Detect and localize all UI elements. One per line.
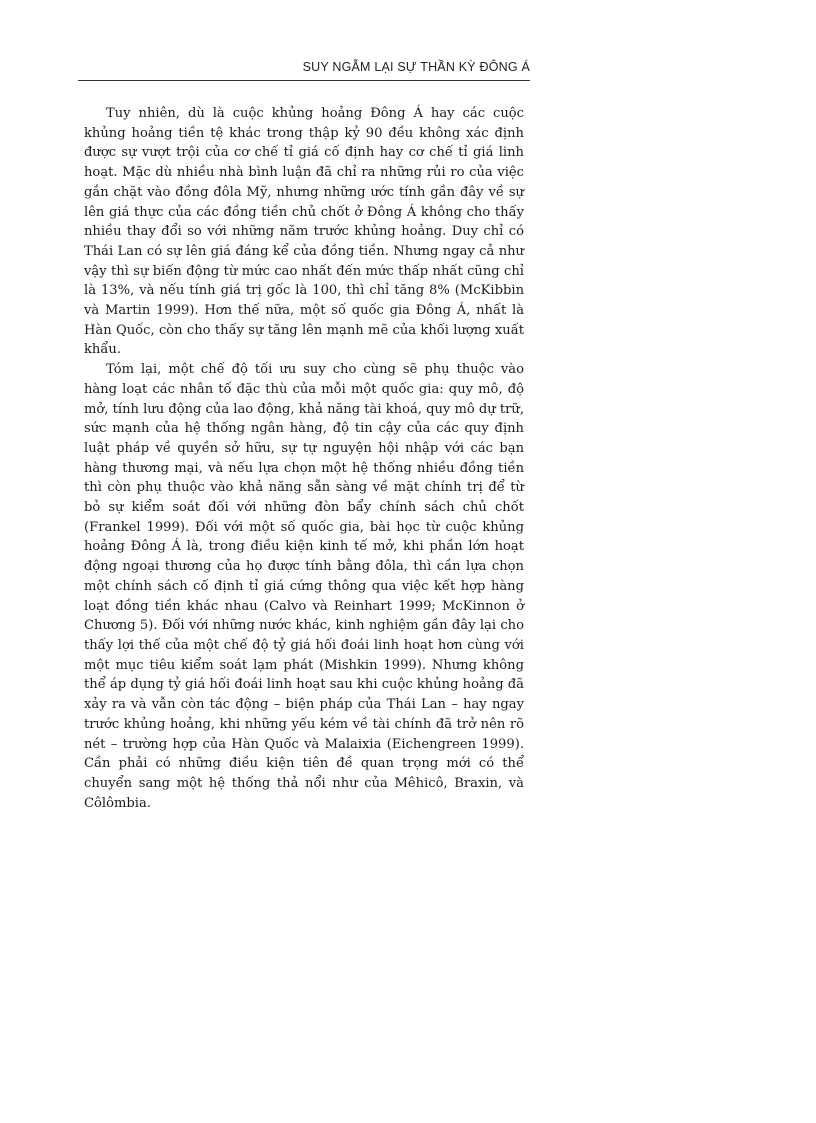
paragraph: Tuy nhiên, dù là cuộc khủng hoảng Đông Á hay các cuộc khủng hoảng tiền tệ khác trong thập kỷ 90 đều không xác định được sự vượt trội của cơ chế tỉ giá cố định hay cơ chế tỉ giá linh hoạt. Mặc dù nhiều nhà bình luận đã chỉ ra những rủi ro của việc gắn chặt vào đồng đôla Mỹ, nhưng những ước tính gần đây về sự lên giá thực của các đồng tiền chủ chốt ở Đông Á không cho thấy nhiều thay đổi so với những năm trước khủng hoảng. Duy chỉ có Thái Lan có sự lên giá đáng kể của đồng tiền. Nhưng ngay cả như vậy thì sự biến động từ mức cao nhất đến mức thấp nhất cũng chỉ là 13%, và nếu tính giá trị gốc là 100, thì chỉ tăng 8% (McKibbin và Martin 1999). Hơn thế nữa, một số quốc gia Đông Á, nhất là Hàn Quốc, còn cho thấy sự tăng lên mạnh mẽ của khối lượng xuất khẩu.: [84, 106, 524, 358]
body-text: [84, 104, 524, 813]
running-header: SUY NGẪM LẠI SỰ THẦN KỲ ĐÔNG Á: [302, 60, 530, 74]
header-rule: [78, 80, 530, 81]
paragraph: Tóm lại, một chế độ tối ưu suy cho cùng sẽ phụ thuộc vào hàng loạt các nhân tố đặc thù của mỗi một quốc gia: quy mô, độ mở, tính lưu động của lao động, khả năng tài khoá, quy mô dự trữ, sức mạnh của hệ thống ngân hàng, độ tin cậy của các quy định luật pháp về quyền sở hữu, sự tự nguyện hội nhập với các bạn hàng thương mại, và nếu lựa chọn một hệ thống nhiều đồng tiền thì còn phụ thuộc vào khả năng sẵn sàng về mặt chính trị để từ bỏ sự kiểm soát đối với những đòn bẩy chính sách chủ chốt (Frankel 1999). Đối với một số quốc gia, bài học từ cuộc khủng hoảng Đông Á là, trong điều kiện kinh tế mở, khi phần lớn hoạt động ngoại thương của họ được tính bằng đôla, thì cần lựa chọn một chính sách cố định tỉ giá cứng thông qua việc kết hợp hàng loạt đồng tiền khác nhau (Calvo và Reinhart 1999; McKinnon ở Chương 5). Đối với những nước khác, kinh nghiệm gần đây lại cho thấy lợi thế của một chế độ tỷ giá hối đoái linh hoạt hơn cùng với một mục tiêu kiểm soát lạm phát (Mishkin 1999). Nhưng không thể áp dụng tỷ giá hối đoái linh hoạt sau khi cuộc khủng hoảng đã xảy ra và vẫn còn tác động – biện pháp của Thái Lan – hay ngay trước khủng hoảng, khi những yếu kém về tài chính đã trở nên rõ nét – trường hợp của Hàn Quốc và Malaixia (Eichengreen 1999). Cần phải có những điều kiện tiên đề quan trọng mới có thể chuyển sang một hệ thống thả nổi như của Mêhicô, Braxin, và Côlômbia.: [84, 362, 525, 811]
